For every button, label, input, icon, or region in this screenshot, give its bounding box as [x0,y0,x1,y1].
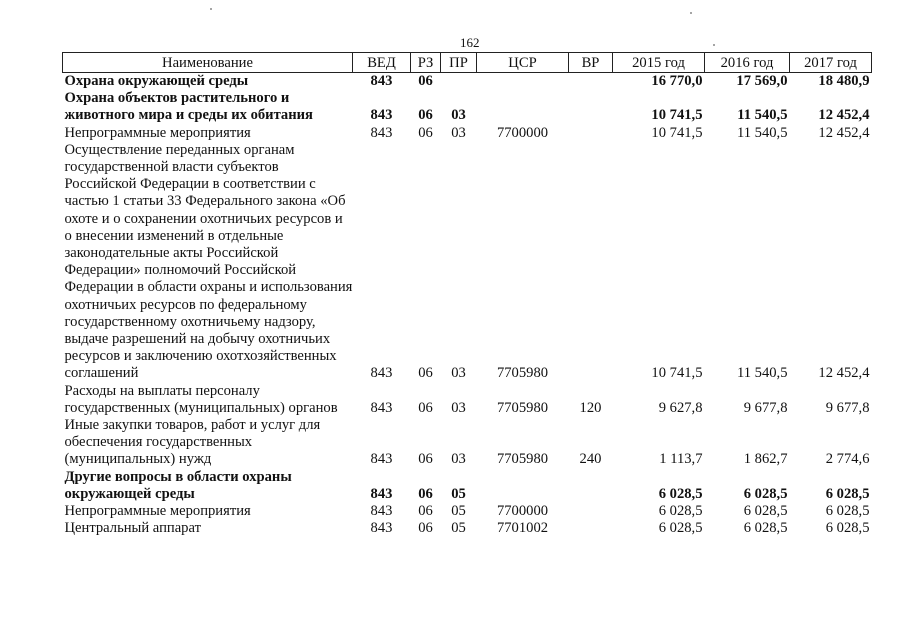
cell-vr [569,73,613,91]
cell-ved: 843 [370,124,393,141]
cell-pr: 03 [451,124,466,141]
cell-pr: 03 [451,107,466,124]
cell-pr: 05 [451,485,466,502]
cell-csr: 7705980 [496,451,549,468]
cell-csr: 7700000 [496,503,549,520]
cell-pr: 05 [451,520,466,537]
cell-name: Осуществление переданных органам государственной власти субъектов Российской Федерации в соответствии с частью 1 статьи 33 Федерального закона «Об охоте и о сохранении охотничьих ресурсов и о внесении изменений в отдельные законодательные акты Российской Федерации» полномочий Российской Федерации в области охраны и использования охотничьих ресурсов по федеральному государственному охотничьему надзору, выдаче разрешений на добычу охотничьих ресурсов и заключению охотхозяйственных соглашений [64,141,353,382]
cell-name: Непрограммные мероприятия [64,124,251,141]
cell-2015: 9 627,8 [658,399,703,416]
cell-csr: 7700000 [496,124,549,141]
col-header-ved: ВЕД [353,53,411,73]
cell-pr [441,73,477,91]
cell-name: Непрограммные мероприятия [64,503,251,520]
cell-2015: 10 741,5 [651,107,703,124]
cell-vr: 240 [579,451,602,468]
cell-2017: 18 480,9 [818,73,870,89]
cell-name: Охрана окружающей среды [64,73,249,89]
cell-2015: 1 113,7 [659,451,703,468]
cell-name: Другие вопросы в области охраны окружающей среды [64,468,292,502]
cell-pr: 03 [451,451,466,468]
scan-speck [713,44,715,46]
table-row [63,90,872,124]
cell-2015: 6 028,5 [658,503,703,520]
scan-speck [210,8,212,10]
table-row [63,417,872,469]
cell-rz: 06 [418,451,433,468]
cell-2015: 6 028,5 [658,520,703,537]
cell-name: Иные закупки товаров, работ и услуг для обеспечения государственных (муниципальных) нужд [64,417,321,468]
cell-2016: 11 540,5 [737,107,788,124]
cell-name: Охрана объектов растительного и животного мира и среды их обитания [64,90,313,124]
cell-vr [569,142,613,383]
cell-2016: 6 028,5 [743,485,788,502]
cell-2017: 12 452,4 [818,124,870,141]
cell-ved: 843 [370,73,393,89]
table-row [63,142,872,383]
cell-2017: 9 677,8 [825,399,870,416]
cell-2016: 6 028,5 [743,520,788,537]
cell-csr: 7705980 [496,365,549,382]
cell-2017: 6 028,5 [825,503,870,520]
scan-speck [690,12,692,14]
cell-pr: 05 [451,503,466,520]
col-header-2017: 2017 год [790,53,872,73]
cell-csr: 7705980 [496,399,549,416]
cell-csr: 7701002 [496,520,549,537]
col-header-rz: РЗ [411,53,441,73]
cell-rz: 06 [418,107,433,124]
cell-2015: 10 741,5 [651,365,703,382]
cell-2016: 17 569,0 [736,73,788,89]
cell-ved: 843 [370,503,393,520]
cell-ved: 843 [370,451,393,468]
table-row [63,469,872,503]
cell-2015: 6 028,5 [658,485,703,502]
cell-name: Расходы на выплаты персоналу государственных (муниципальных) органов [64,382,338,416]
cell-vr [569,125,613,142]
col-header-name: Наименование [63,53,353,73]
cell-rz: 06 [418,520,433,537]
cell-name: Центральный аппарат [64,520,201,537]
cell-2017: 2 774,6 [825,451,870,468]
cell-2015: 16 770,0 [651,73,703,89]
cell-ved: 843 [370,399,393,416]
cell-2016: 11 540,5 [736,124,788,141]
cell-2016: 6 028,5 [743,503,788,520]
cell-rz: 06 [418,124,433,141]
cell-ved: 843 [370,365,393,382]
table-row [63,520,872,537]
table-row [63,383,872,417]
col-header-2015: 2015 год [613,53,705,73]
cell-2017: 12 452,4 [818,365,870,382]
cell-2015: 10 741,5 [651,124,703,141]
cell-vr [569,503,613,520]
cell-csr [477,90,569,124]
col-header-csr: ЦСР [477,53,569,73]
cell-2016: 9 677,8 [743,399,788,416]
cell-2017: 6 028,5 [825,485,870,502]
page-number: 162 [460,35,480,50]
table-row [63,73,872,91]
col-header-pr: ПР [441,53,477,73]
cell-vr [569,90,613,124]
cell-ved: 843 [370,107,393,124]
cell-rz: 06 [418,365,433,382]
cell-2016: 11 540,5 [736,365,788,382]
cell-csr [477,469,569,503]
cell-rz: 06 [418,485,433,502]
cell-rz: 06 [418,73,433,89]
table-row [63,125,872,142]
cell-ved: 843 [370,485,393,502]
cell-vr [569,469,613,503]
col-header-vr: ВР [569,53,613,73]
cell-vr [569,520,613,537]
cell-ved: 843 [370,520,393,537]
cell-vr: 120 [579,399,602,416]
table-body [63,73,872,538]
cell-2017: 12 452,4 [818,107,870,124]
col-header-2016: 2016 год [705,53,790,73]
cell-rz: 06 [418,503,433,520]
cell-rz: 06 [418,399,433,416]
cell-2017: 6 028,5 [825,520,870,537]
table-header-row [63,53,872,73]
cell-csr [477,73,569,91]
table-row [63,503,872,520]
cell-pr: 03 [451,399,466,416]
cell-2016: 1 862,7 [743,451,788,468]
budget-table [62,52,872,537]
cell-pr: 03 [451,365,466,382]
